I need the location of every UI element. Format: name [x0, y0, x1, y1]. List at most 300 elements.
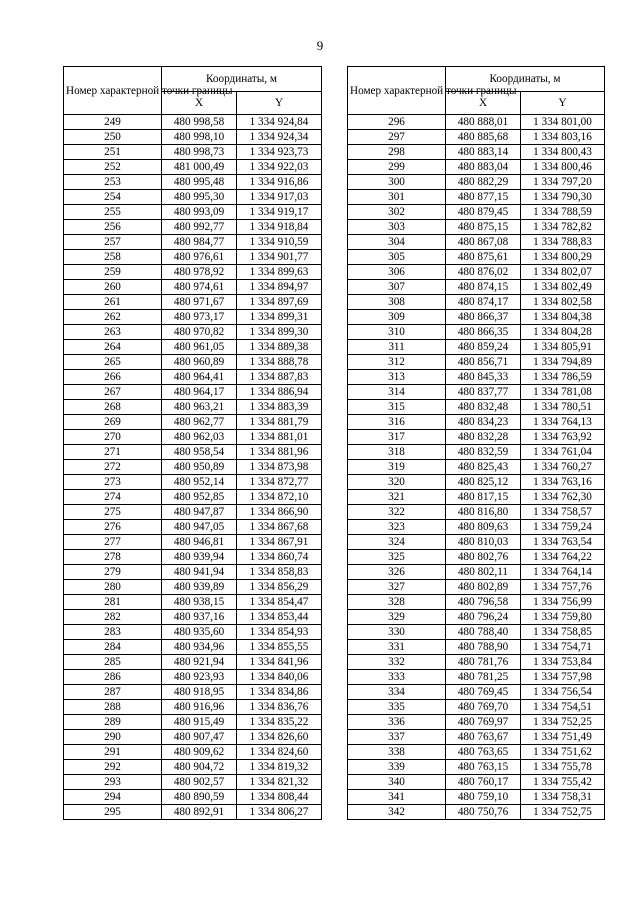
y-coordinate-cell: 1 334 924,84	[237, 115, 322, 130]
table-row	[348, 670, 605, 685]
table-row	[348, 775, 605, 790]
y-coordinate-cell: 1 334 759,80	[521, 610, 605, 625]
point-number-cell: 288	[64, 700, 162, 715]
table-row	[348, 205, 605, 220]
y-coordinate-cell: 1 334 800,29	[521, 250, 605, 265]
table-row	[64, 355, 322, 370]
table-row	[64, 250, 322, 265]
x-coordinate-cell: 480 964,17	[162, 385, 237, 400]
point-number-cell: 322	[348, 505, 446, 520]
x-coordinate-cell: 480 781,25	[446, 670, 521, 685]
table-row	[348, 475, 605, 490]
y-coordinate-cell: 1 334 835,22	[237, 715, 322, 730]
y-coordinate-cell: 1 334 751,62	[521, 745, 605, 760]
x-coordinate-cell: 480 832,48	[446, 400, 521, 415]
y-coordinate-cell: 1 334 804,38	[521, 310, 605, 325]
y-coordinate-cell: 1 334 788,83	[521, 235, 605, 250]
table-row	[64, 610, 322, 625]
point-number-cell: 301	[348, 190, 446, 205]
table-row	[348, 370, 605, 385]
point-number-cell: 276	[64, 520, 162, 535]
y-coordinate-cell: 1 334 824,60	[237, 745, 322, 760]
table-row	[348, 745, 605, 760]
y-coordinate-cell: 1 334 901,77	[237, 250, 322, 265]
y-coordinate-cell: 1 334 762,30	[521, 490, 605, 505]
table-row	[348, 385, 605, 400]
x-coordinate-cell: 480 974,61	[162, 280, 237, 295]
x-coordinate-cell: 480 856,71	[446, 355, 521, 370]
table-row	[64, 235, 322, 250]
y-coordinate-cell: 1 334 788,59	[521, 205, 605, 220]
y-coordinate-cell: 1 334 757,98	[521, 670, 605, 685]
x-coordinate-cell: 480 888,01	[446, 115, 521, 130]
y-coordinate-cell: 1 334 786,59	[521, 370, 605, 385]
y-coordinate-cell: 1 334 923,73	[237, 145, 322, 160]
point-number-cell: 335	[348, 700, 446, 715]
y-coordinate-cell: 1 334 922,03	[237, 160, 322, 175]
point-number-cell: 278	[64, 550, 162, 565]
x-coordinate-cell: 480 962,03	[162, 430, 237, 445]
y-coordinate-cell: 1 334 802,49	[521, 280, 605, 295]
y-coordinate-cell: 1 334 806,27	[237, 805, 322, 820]
point-number-cell: 254	[64, 190, 162, 205]
point-number-cell: 298	[348, 145, 446, 160]
x-coordinate-cell: 480 759,10	[446, 790, 521, 805]
y-coordinate-cell: 1 334 858,83	[237, 565, 322, 580]
x-coordinate-cell: 480 976,61	[162, 250, 237, 265]
point-number-cell: 317	[348, 430, 446, 445]
point-number-cell: 316	[348, 415, 446, 430]
table-row	[64, 115, 322, 130]
x-coordinate-cell: 480 952,14	[162, 475, 237, 490]
point-number-cell: 329	[348, 610, 446, 625]
x-coordinate-cell: 480 883,04	[446, 160, 521, 175]
table-row	[348, 445, 605, 460]
x-coordinate-cell: 480 964,41	[162, 370, 237, 385]
table-row	[64, 700, 322, 715]
point-number-cell: 279	[64, 565, 162, 580]
y-coordinate-cell: 1 334 781,08	[521, 385, 605, 400]
table-row	[348, 115, 605, 130]
point-number-cell: 312	[348, 355, 446, 370]
x-coordinate-cell: 480 958,54	[162, 445, 237, 460]
point-number-cell: 314	[348, 385, 446, 400]
point-number-cell: 264	[64, 340, 162, 355]
table-row	[64, 655, 322, 670]
point-number-cell: 321	[348, 490, 446, 505]
x-coordinate-cell: 480 866,37	[446, 310, 521, 325]
table-row	[348, 655, 605, 670]
y-coordinate-cell: 1 334 883,39	[237, 400, 322, 415]
y-coordinate-cell: 1 334 910,59	[237, 235, 322, 250]
point-number-cell: 340	[348, 775, 446, 790]
y-coordinate-cell: 1 334 887,83	[237, 370, 322, 385]
table-row	[348, 310, 605, 325]
table-row	[348, 235, 605, 250]
table-row	[348, 520, 605, 535]
point-number-cell: 277	[64, 535, 162, 550]
y-coordinate-cell: 1 334 782,82	[521, 220, 605, 235]
table-row	[348, 250, 605, 265]
x-coordinate-cell: 480 866,35	[446, 325, 521, 340]
table-row	[348, 685, 605, 700]
table-row	[64, 310, 322, 325]
point-number-cell: 331	[348, 640, 446, 655]
y-coordinate-cell: 1 334 836,76	[237, 700, 322, 715]
table-row	[348, 700, 605, 715]
point-number-cell: 268	[64, 400, 162, 415]
x-coordinate-cell: 480 882,29	[446, 175, 521, 190]
x-coordinate-cell: 480 769,45	[446, 685, 521, 700]
x-coordinate-cell: 480 984,77	[162, 235, 237, 250]
header-x: X	[446, 92, 521, 115]
point-number-cell: 334	[348, 685, 446, 700]
table-row	[64, 730, 322, 745]
x-coordinate-cell: 480 937,16	[162, 610, 237, 625]
y-coordinate-cell: 1 334 755,42	[521, 775, 605, 790]
table-row	[64, 760, 322, 775]
table-row	[348, 535, 605, 550]
table-row	[64, 385, 322, 400]
x-coordinate-cell: 480 802,76	[446, 550, 521, 565]
point-number-cell: 291	[64, 745, 162, 760]
y-coordinate-cell: 1 334 841,96	[237, 655, 322, 670]
y-coordinate-cell: 1 334 755,78	[521, 760, 605, 775]
header-coordinates: Координаты, м	[162, 67, 322, 92]
table-row	[64, 535, 322, 550]
y-coordinate-cell: 1 334 917,03	[237, 190, 322, 205]
point-number-cell: 338	[348, 745, 446, 760]
y-coordinate-cell: 1 334 881,96	[237, 445, 322, 460]
x-coordinate-cell: 480 867,08	[446, 235, 521, 250]
x-coordinate-cell: 480 960,89	[162, 355, 237, 370]
x-coordinate-cell: 480 993,09	[162, 205, 237, 220]
x-coordinate-cell: 480 995,48	[162, 175, 237, 190]
table-row	[348, 145, 605, 160]
table-row	[348, 760, 605, 775]
point-number-cell: 284	[64, 640, 162, 655]
y-coordinate-cell: 1 334 834,86	[237, 685, 322, 700]
table-row	[64, 430, 322, 445]
x-coordinate-cell: 480 837,77	[446, 385, 521, 400]
y-coordinate-cell: 1 334 804,28	[521, 325, 605, 340]
table-row	[64, 415, 322, 430]
point-number-cell: 326	[348, 565, 446, 580]
y-coordinate-cell: 1 334 919,17	[237, 205, 322, 220]
y-coordinate-cell: 1 334 754,51	[521, 700, 605, 715]
table-row	[64, 280, 322, 295]
x-coordinate-cell: 480 890,59	[162, 790, 237, 805]
table-row	[64, 595, 322, 610]
y-coordinate-cell: 1 334 886,94	[237, 385, 322, 400]
x-coordinate-cell: 480 998,58	[162, 115, 237, 130]
y-coordinate-cell: 1 334 899,30	[237, 325, 322, 340]
table-row	[64, 775, 322, 790]
x-coordinate-cell: 480 978,92	[162, 265, 237, 280]
x-coordinate-cell: 480 879,45	[446, 205, 521, 220]
table-row	[64, 790, 322, 805]
table-row	[64, 640, 322, 655]
x-coordinate-cell: 480 921,94	[162, 655, 237, 670]
x-coordinate-cell: 480 934,96	[162, 640, 237, 655]
point-number-cell: 304	[348, 235, 446, 250]
x-coordinate-cell: 480 845,33	[446, 370, 521, 385]
point-number-cell: 289	[64, 715, 162, 730]
point-number-cell: 283	[64, 625, 162, 640]
y-coordinate-cell: 1 334 763,92	[521, 430, 605, 445]
y-coordinate-cell: 1 334 764,13	[521, 415, 605, 430]
y-coordinate-cell: 1 334 881,79	[237, 415, 322, 430]
table-row	[64, 175, 322, 190]
table-row	[64, 370, 322, 385]
y-coordinate-cell: 1 334 889,38	[237, 340, 322, 355]
y-coordinate-cell: 1 334 764,14	[521, 565, 605, 580]
y-coordinate-cell: 1 334 873,98	[237, 460, 322, 475]
table-row	[64, 505, 322, 520]
x-coordinate-cell: 480 946,81	[162, 535, 237, 550]
x-coordinate-cell: 480 947,87	[162, 505, 237, 520]
point-number-cell: 337	[348, 730, 446, 745]
y-coordinate-cell: 1 334 803,16	[521, 130, 605, 145]
table-row	[348, 505, 605, 520]
point-number-cell: 310	[348, 325, 446, 340]
point-number-cell: 313	[348, 370, 446, 385]
y-coordinate-cell: 1 334 763,54	[521, 535, 605, 550]
y-coordinate-cell: 1 334 854,93	[237, 625, 322, 640]
x-coordinate-cell: 480 859,24	[446, 340, 521, 355]
table-row	[64, 325, 322, 340]
x-coordinate-cell: 480 962,77	[162, 415, 237, 430]
y-coordinate-cell: 1 334 840,06	[237, 670, 322, 685]
x-coordinate-cell: 480 769,97	[446, 715, 521, 730]
x-coordinate-cell: 480 809,63	[446, 520, 521, 535]
x-coordinate-cell: 480 961,05	[162, 340, 237, 355]
x-coordinate-cell: 480 883,14	[446, 145, 521, 160]
table-row	[348, 160, 605, 175]
table-row	[348, 400, 605, 415]
point-number-cell: 303	[348, 220, 446, 235]
table-row	[348, 550, 605, 565]
table-row	[64, 340, 322, 355]
y-coordinate-cell: 1 334 751,49	[521, 730, 605, 745]
table-row	[348, 595, 605, 610]
point-number-cell: 272	[64, 460, 162, 475]
x-coordinate-cell: 480 939,89	[162, 580, 237, 595]
table-row	[348, 790, 605, 805]
y-coordinate-cell: 1 334 756,54	[521, 685, 605, 700]
table-row	[348, 565, 605, 580]
x-coordinate-cell: 480 998,73	[162, 145, 237, 160]
point-number-cell: 274	[64, 490, 162, 505]
point-number-cell: 309	[348, 310, 446, 325]
y-coordinate-cell: 1 334 802,58	[521, 295, 605, 310]
y-coordinate-cell: 1 334 780,51	[521, 400, 605, 415]
x-coordinate-cell: 481 000,49	[162, 160, 237, 175]
x-coordinate-cell: 480 763,67	[446, 730, 521, 745]
table-row	[348, 730, 605, 745]
table-row	[348, 805, 605, 820]
header-point-number: Номер характерной точки границы	[348, 67, 446, 115]
y-coordinate-cell: 1 334 888,78	[237, 355, 322, 370]
x-coordinate-cell: 480 832,59	[446, 445, 521, 460]
point-number-cell: 296	[348, 115, 446, 130]
point-number-cell: 333	[348, 670, 446, 685]
table-row	[64, 145, 322, 160]
point-number-cell: 311	[348, 340, 446, 355]
table-row	[348, 460, 605, 475]
x-coordinate-cell: 480 781,76	[446, 655, 521, 670]
y-coordinate-cell: 1 334 821,32	[237, 775, 322, 790]
y-coordinate-cell: 1 334 753,84	[521, 655, 605, 670]
header-y: Y	[521, 92, 605, 115]
y-coordinate-cell: 1 334 899,31	[237, 310, 322, 325]
point-number-cell: 290	[64, 730, 162, 745]
point-number-cell: 302	[348, 205, 446, 220]
point-number-cell: 266	[64, 370, 162, 385]
point-number-cell: 297	[348, 130, 446, 145]
point-number-cell: 271	[64, 445, 162, 460]
y-coordinate-cell: 1 334 752,25	[521, 715, 605, 730]
x-coordinate-cell: 480 952,85	[162, 490, 237, 505]
point-number-cell: 327	[348, 580, 446, 595]
x-coordinate-cell: 480 963,21	[162, 400, 237, 415]
y-coordinate-cell: 1 334 866,90	[237, 505, 322, 520]
y-coordinate-cell: 1 334 867,91	[237, 535, 322, 550]
point-number-cell: 263	[64, 325, 162, 340]
table-row	[64, 220, 322, 235]
table-row	[348, 175, 605, 190]
y-coordinate-cell: 1 334 761,04	[521, 445, 605, 460]
point-number-cell: 300	[348, 175, 446, 190]
point-number-cell: 259	[64, 265, 162, 280]
table-row	[348, 190, 605, 205]
point-number-cell: 270	[64, 430, 162, 445]
point-number-cell: 253	[64, 175, 162, 190]
y-coordinate-cell: 1 334 763,16	[521, 475, 605, 490]
y-coordinate-cell: 1 334 872,77	[237, 475, 322, 490]
y-coordinate-cell: 1 334 758,57	[521, 505, 605, 520]
point-number-cell: 324	[348, 535, 446, 550]
table-row	[64, 550, 322, 565]
point-number-cell: 299	[348, 160, 446, 175]
x-coordinate-cell: 480 995,30	[162, 190, 237, 205]
point-number-cell: 318	[348, 445, 446, 460]
y-coordinate-cell: 1 334 800,43	[521, 145, 605, 160]
point-number-cell: 336	[348, 715, 446, 730]
y-coordinate-cell: 1 334 800,46	[521, 160, 605, 175]
table-row	[348, 340, 605, 355]
x-coordinate-cell: 480 918,95	[162, 685, 237, 700]
table-row	[348, 415, 605, 430]
y-coordinate-cell: 1 334 916,86	[237, 175, 322, 190]
header-y: Y	[237, 92, 322, 115]
y-coordinate-cell: 1 334 760,27	[521, 460, 605, 475]
y-coordinate-cell: 1 334 754,71	[521, 640, 605, 655]
y-coordinate-cell: 1 334 801,00	[521, 115, 605, 130]
y-coordinate-cell: 1 334 924,34	[237, 130, 322, 145]
point-number-cell: 306	[348, 265, 446, 280]
table-row	[64, 625, 322, 640]
table-row	[64, 460, 322, 475]
y-coordinate-cell: 1 334 797,20	[521, 175, 605, 190]
x-coordinate-cell: 480 802,11	[446, 565, 521, 580]
point-number-cell: 320	[348, 475, 446, 490]
x-coordinate-cell: 480 769,70	[446, 700, 521, 715]
point-number-cell: 265	[64, 355, 162, 370]
point-number-cell: 328	[348, 595, 446, 610]
point-number-cell: 292	[64, 760, 162, 775]
x-coordinate-cell: 480 825,43	[446, 460, 521, 475]
y-coordinate-cell: 1 334 918,84	[237, 220, 322, 235]
point-number-cell: 315	[348, 400, 446, 415]
point-number-cell: 286	[64, 670, 162, 685]
table-row	[64, 490, 322, 505]
table-row	[64, 685, 322, 700]
x-coordinate-cell: 480 810,03	[446, 535, 521, 550]
table-row	[348, 280, 605, 295]
table-row	[64, 130, 322, 145]
point-number-cell: 249	[64, 115, 162, 130]
x-coordinate-cell: 480 939,94	[162, 550, 237, 565]
x-coordinate-cell: 480 825,12	[446, 475, 521, 490]
table-row	[348, 295, 605, 310]
table-row	[348, 325, 605, 340]
point-number-cell: 287	[64, 685, 162, 700]
coordinates-table-left	[63, 66, 322, 820]
point-number-cell: 342	[348, 805, 446, 820]
table-row	[64, 475, 322, 490]
x-coordinate-cell: 480 938,15	[162, 595, 237, 610]
x-coordinate-cell: 480 875,61	[446, 250, 521, 265]
point-number-cell: 281	[64, 595, 162, 610]
x-coordinate-cell: 480 763,15	[446, 760, 521, 775]
y-coordinate-cell: 1 334 881,01	[237, 430, 322, 445]
point-number-cell: 295	[64, 805, 162, 820]
y-coordinate-cell: 1 334 819,32	[237, 760, 322, 775]
y-coordinate-cell: 1 334 756,99	[521, 595, 605, 610]
point-number-cell: 273	[64, 475, 162, 490]
y-coordinate-cell: 1 334 757,76	[521, 580, 605, 595]
x-coordinate-cell: 480 998,10	[162, 130, 237, 145]
y-coordinate-cell: 1 334 808,44	[237, 790, 322, 805]
x-coordinate-cell: 480 885,68	[446, 130, 521, 145]
x-coordinate-cell: 480 909,62	[162, 745, 237, 760]
table-row	[348, 715, 605, 730]
header-x: X	[162, 92, 237, 115]
x-coordinate-cell: 480 915,49	[162, 715, 237, 730]
y-coordinate-cell: 1 334 854,47	[237, 595, 322, 610]
table-row	[64, 445, 322, 460]
page-number: 9	[316, 38, 324, 53]
table-row	[64, 670, 322, 685]
point-number-cell: 285	[64, 655, 162, 670]
x-coordinate-cell: 480 992,77	[162, 220, 237, 235]
table-row	[348, 130, 605, 145]
x-coordinate-cell: 480 788,90	[446, 640, 521, 655]
x-coordinate-cell: 480 875,15	[446, 220, 521, 235]
x-coordinate-cell: 480 874,15	[446, 280, 521, 295]
y-coordinate-cell: 1 334 790,30	[521, 190, 605, 205]
y-coordinate-cell: 1 334 752,75	[521, 805, 605, 820]
x-coordinate-cell: 480 947,05	[162, 520, 237, 535]
x-coordinate-cell: 480 950,89	[162, 460, 237, 475]
x-coordinate-cell: 480 874,17	[446, 295, 521, 310]
x-coordinate-cell: 480 788,40	[446, 625, 521, 640]
table-row	[64, 190, 322, 205]
table-row	[348, 640, 605, 655]
table-row	[348, 220, 605, 235]
x-coordinate-cell: 480 796,24	[446, 610, 521, 625]
